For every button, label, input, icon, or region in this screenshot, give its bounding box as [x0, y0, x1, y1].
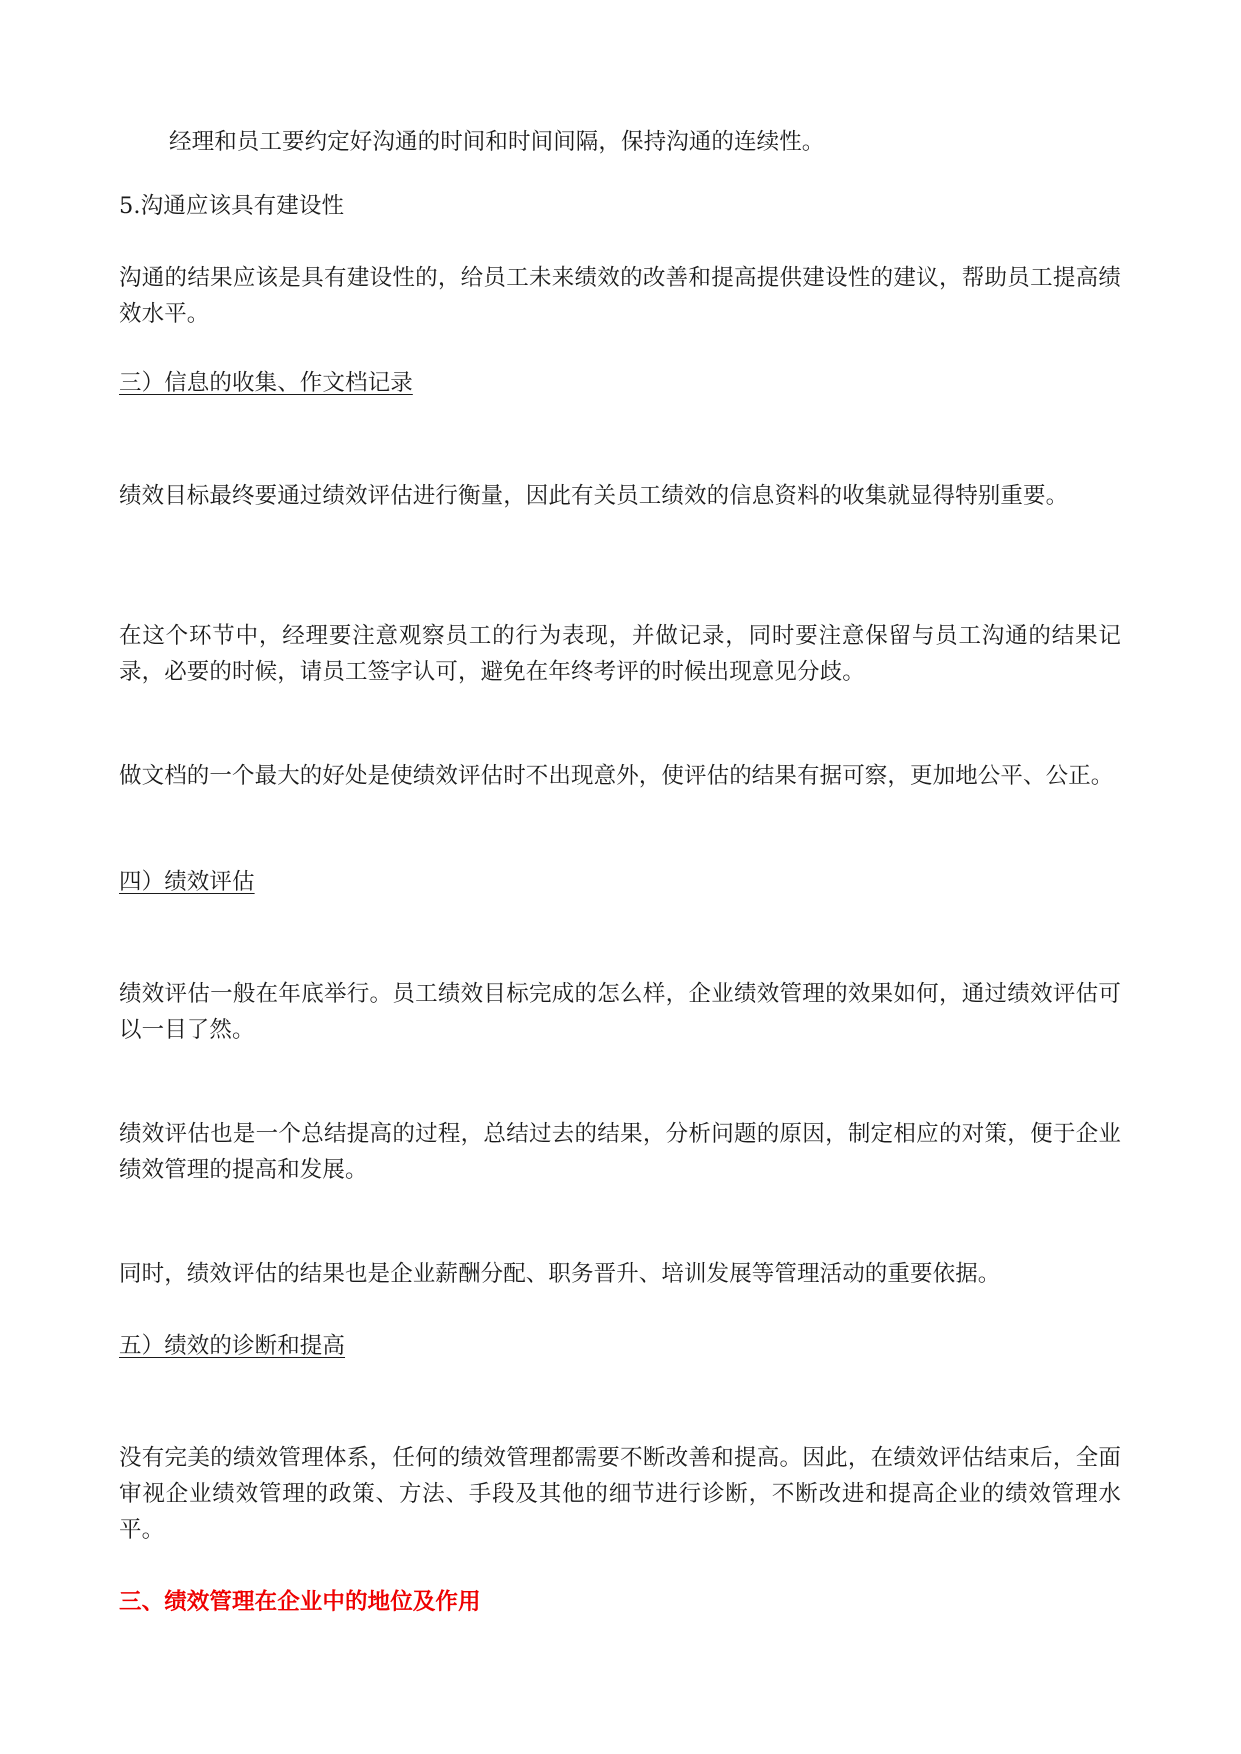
- subheading-diagnosis-improvement: 五）绩效的诊断和提高: [119, 1333, 346, 1359]
- paragraph-summary-process: 绩效评估也是一个总结提高的过程，总结过去的结果，分析问题的原因，制定相应的对策，便于企业绩效管理的提高和发展。: [119, 1121, 1121, 1183]
- subheading-information-collection: 三）信息的收集、作文档记录: [119, 370, 413, 396]
- paragraph-year-end-evaluation: 绩效评估一般在年底举行。员工绩效目标完成的怎么样，企业绩效管理的效果如何，通过绩效评估可以一目了然。: [119, 981, 1121, 1043]
- paragraph-constructive-results: 沟通的结果应该是具有建设性的，给员工未来绩效的改善和提高提供建设性的建议，帮助员工提高绩效水平。: [119, 265, 1121, 327]
- subheading-performance-evaluation: 四）绩效评估: [119, 869, 255, 895]
- paragraph-continuous-improvement: 没有完美的绩效管理体系，任何的绩效管理都需要不断改善和提高。因此，在绩效评估结束后，全面审视企业绩效管理的政策、方法、手段及其他的细节进行诊断，不断改进和提高企业的绩效管理水平。: [119, 1445, 1121, 1543]
- paragraph-documentation-benefits: 做文档的一个最大的好处是使绩效评估时不出现意外，使评估的结果有据可察，更加地公平、公正。: [119, 763, 1114, 789]
- paragraph-communication-schedule: 经理和员工要约定好沟通的时间和时间间隔，保持沟通的连续性。: [169, 129, 825, 155]
- heading-constructive-communication: 5.沟通应该具有建设性: [119, 193, 345, 219]
- paragraph-observation-records: 在这个环节中，经理要注意观察员工的行为表现，并做记录，同时要注意保留与员工沟通的结果记录，必要的时候，请员工签字认可，避免在年终考评的时候出现意见分歧。: [119, 623, 1121, 685]
- paragraph-evaluation-basis: 同时，绩效评估的结果也是企业薪酬分配、职务晋升、培训发展等管理活动的重要依据。: [119, 1261, 1001, 1287]
- section-heading-role-of-performance-management: 三、绩效管理在企业中的地位及作用: [119, 1589, 481, 1615]
- paragraph-performance-goals: 绩效目标最终要通过绩效评估进行衡量，因此有关员工绩效的信息资料的收集就显得特别重要。: [119, 483, 1069, 509]
